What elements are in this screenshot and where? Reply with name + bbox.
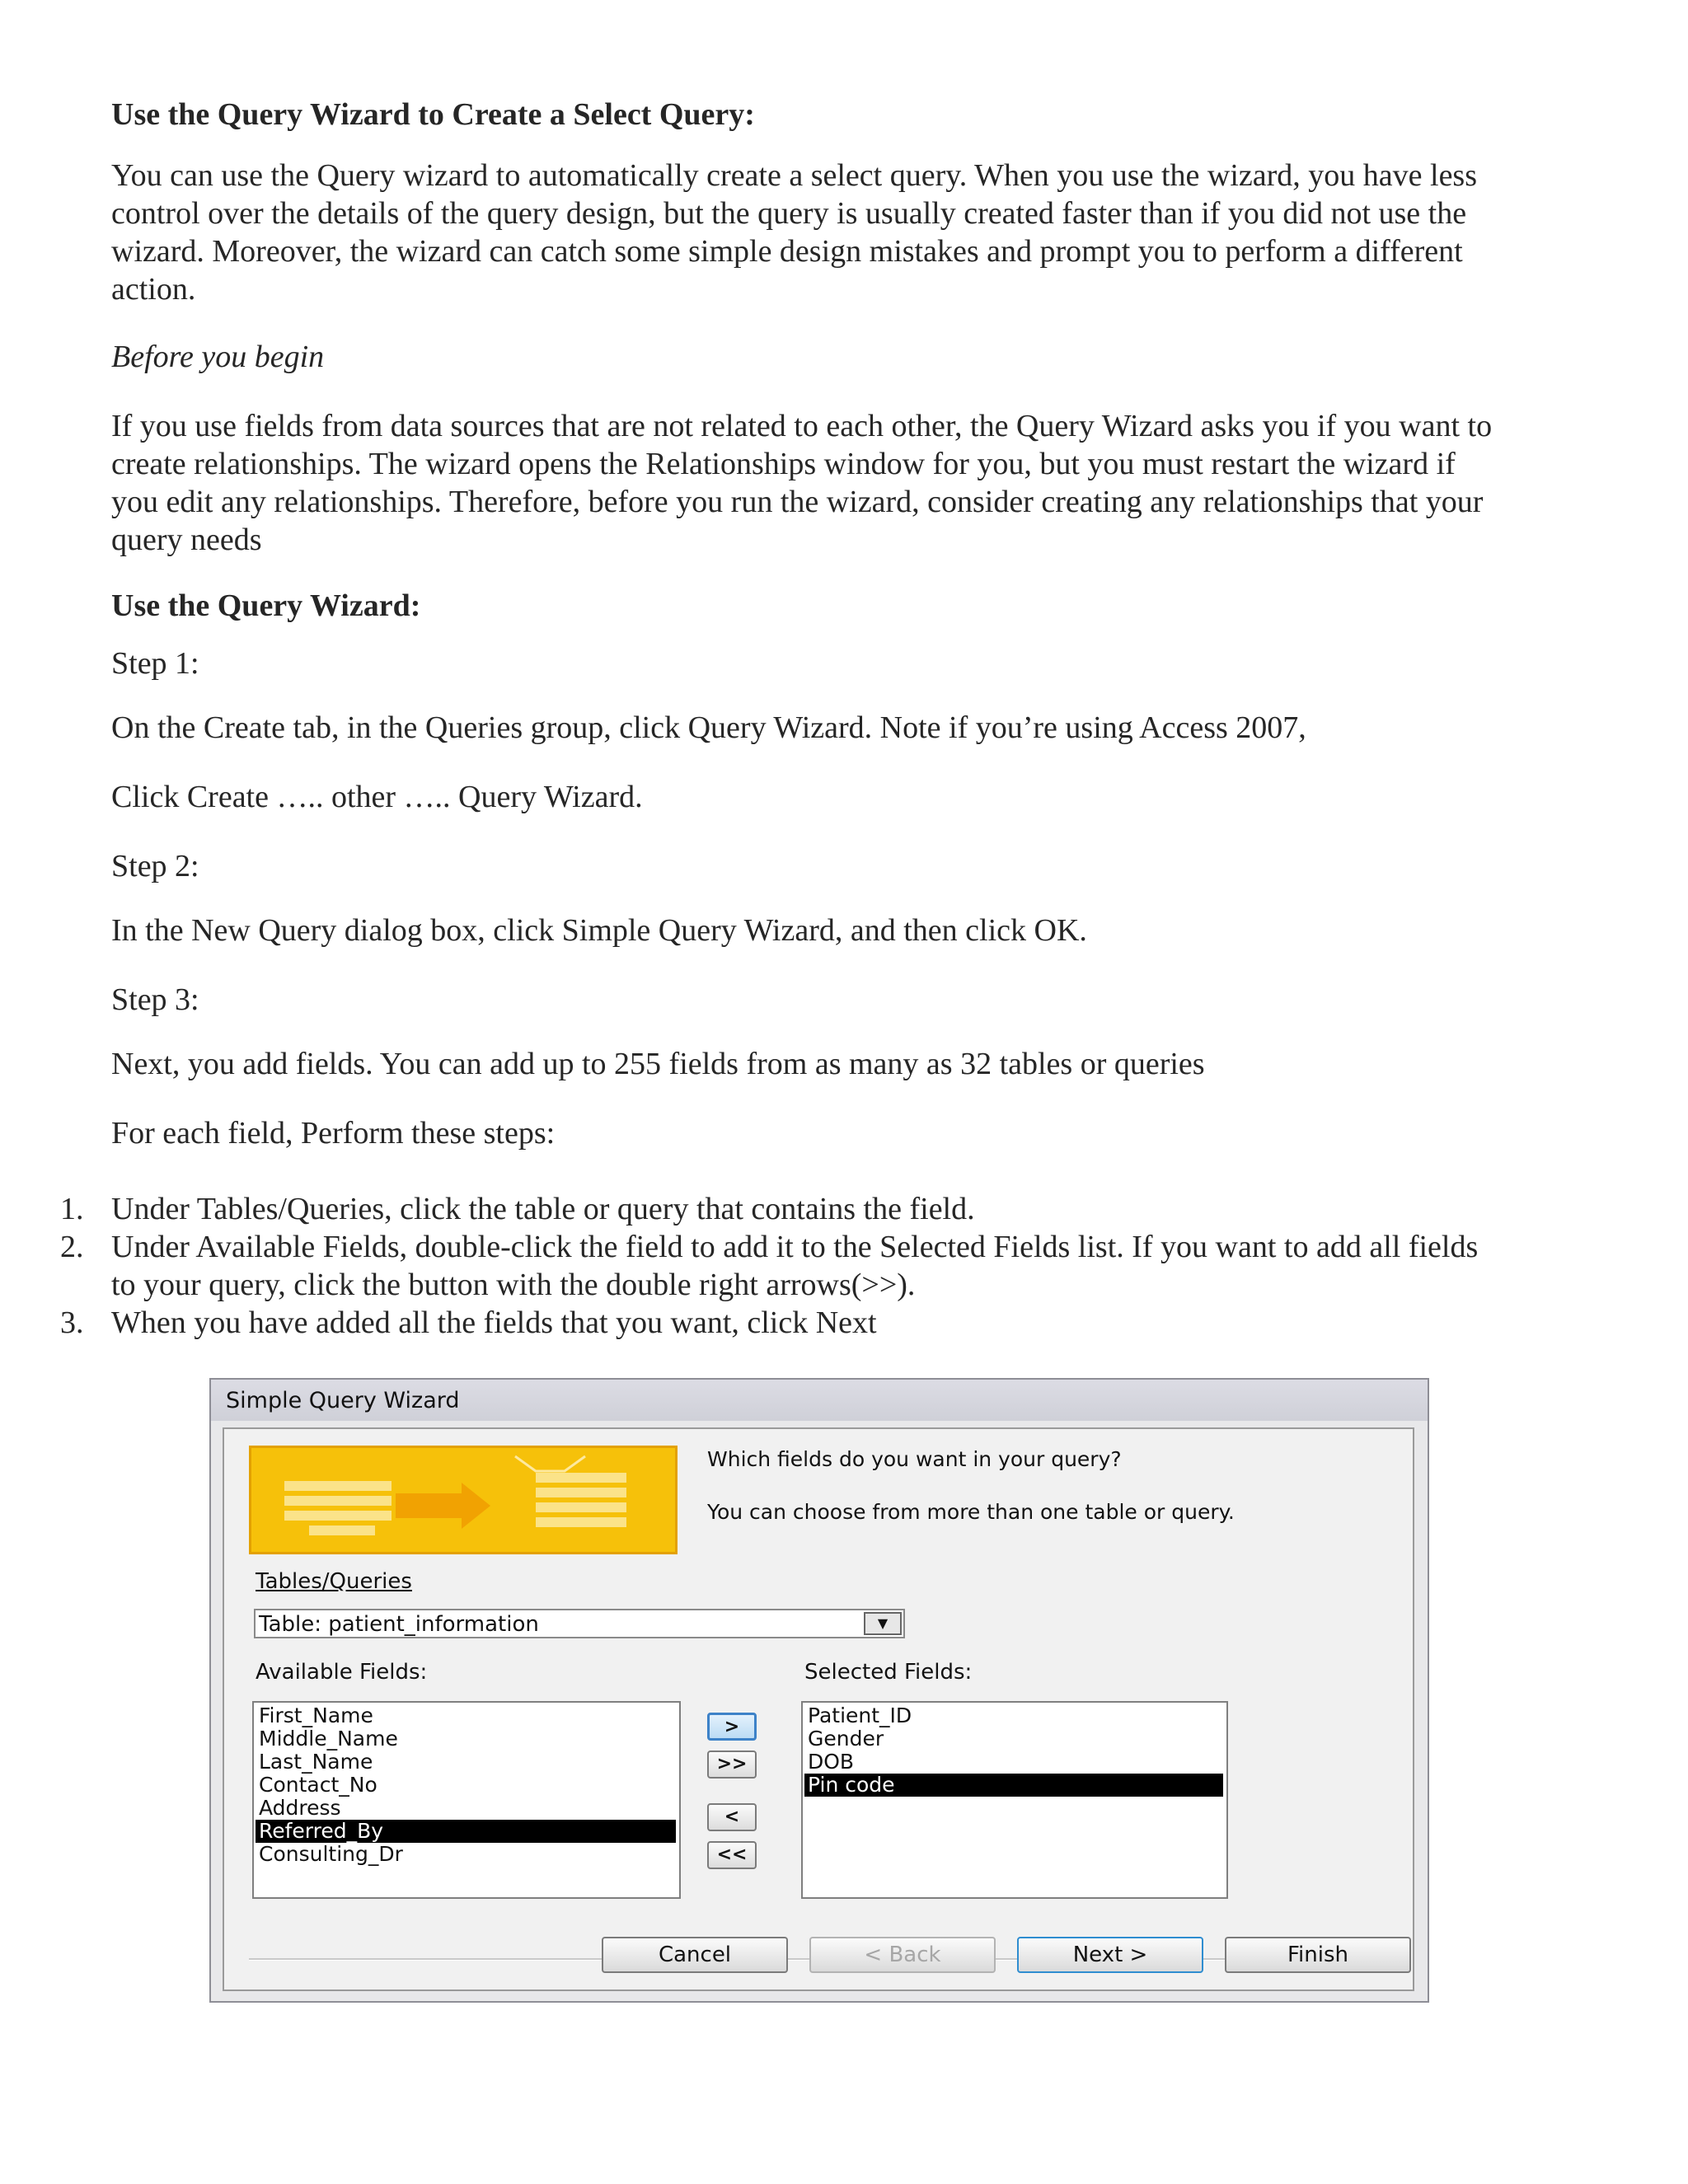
selected-fields-label: Selected Fields: (804, 1660, 973, 1685)
list-number: 3. (60, 1305, 84, 1340)
selected-field-item-selected[interactable]: Pin code (804, 1774, 1223, 1797)
step3-label: Step 3: (111, 982, 199, 1017)
before-you-begin: Before you begin (111, 340, 325, 374)
available-field-item[interactable]: Address (259, 1796, 341, 1820)
available-fields-label: Available Fields: (256, 1660, 428, 1685)
wizard-banner-image (249, 1446, 678, 1554)
relationships-line: create relationships. The wizard opens the Relationships window for you, but you must restart the wizard if (111, 447, 1456, 481)
step3-text: Next, you add fields. You can add up to 255 fields from as many as 32 tables or queries (111, 1047, 1205, 1081)
simple-query-wizard-dialog (209, 1378, 1429, 2003)
list-item: Under Available Fields, double-click the field to add it to the Selected Fields list. If you want to add all fields (111, 1230, 1479, 1264)
selected-fields-list[interactable] (801, 1701, 1228, 1899)
step1-text2: Click Create ….. other ….. Query Wizard. (111, 780, 643, 814)
list-number: 2. (60, 1230, 84, 1264)
next-button[interactable]: Next > (1017, 1937, 1203, 1973)
add-all-fields-button[interactable]: >> (707, 1750, 757, 1779)
list-item-continued: to your query, click the button with the double right arrows(>>). (111, 1268, 916, 1302)
add-field-button[interactable]: > (707, 1713, 757, 1741)
tables-queries-value: Table: patient_information (259, 1612, 539, 1637)
heading-select-query: Use the Query Wizard to Create a Select Query: (111, 97, 755, 132)
question-text: Which fields do you want in your query? (707, 1447, 1122, 1471)
available-field-item[interactable]: Contact_No (259, 1773, 377, 1797)
step2-label: Step 2: (111, 849, 199, 883)
list-item: Under Tables/Queries, click the table or query that contains the field. (111, 1192, 975, 1226)
hint-text: You can choose from more than one table or query. (707, 1500, 1235, 1524)
tables-queries-select[interactable] (254, 1609, 905, 1638)
back-button[interactable]: < Back (809, 1937, 996, 1973)
list-item: When you have added all the fields that you want, click Next (111, 1305, 877, 1340)
relationships-line: you edit any relationships. Therefore, before you run the wizard, consider creating any relationships that your (111, 485, 1484, 519)
tables-queries-label: Tables/Queries (256, 1569, 412, 1594)
remove-field-button[interactable]: < (707, 1803, 757, 1831)
available-field-item[interactable]: Last_Name (259, 1750, 373, 1774)
dialog-titlebar[interactable] (211, 1380, 1428, 1421)
heading-use-wizard: Use the Query Wizard: (111, 588, 421, 623)
intro-line: You can use the Query wizard to automatically create a select query. When you use the wizard, you have less (111, 158, 1478, 193)
selected-field-item[interactable]: DOB (808, 1750, 855, 1774)
selected-field-item[interactable]: Gender (808, 1727, 884, 1750)
available-field-item[interactable]: Consulting_Dr (259, 1842, 403, 1866)
list-number: 1. (60, 1192, 84, 1226)
relationships-line: If you use fields from data sources that are not related to each other, the Query Wizard asks you if you want to (111, 409, 1493, 443)
step2-text: In the New Query dialog box, click Simple Query Wizard, and then click OK. (111, 913, 1087, 948)
step3-text2: For each field, Perform these steps: (111, 1116, 556, 1151)
available-field-item[interactable]: Middle_Name (259, 1727, 398, 1750)
cancel-button[interactable]: Cancel (602, 1937, 788, 1973)
selected-field-item[interactable]: Patient_ID (808, 1704, 912, 1727)
finish-button[interactable]: Finish (1225, 1937, 1411, 1973)
step1-text: On the Create tab, in the Queries group, click Query Wizard. Note if you’re using Access 2007, (111, 710, 1306, 745)
dropdown-arrow-icon[interactable]: ▼ (864, 1612, 902, 1635)
available-field-item-selected[interactable]: Referred_By (256, 1820, 676, 1843)
dialog-body (223, 1427, 1414, 1991)
dialog-title: Simple Query Wizard (226, 1388, 460, 1413)
intro-line: control over the details of the query design, but the query is usually created faster than if you did not use the (111, 196, 1467, 231)
remove-all-fields-button[interactable]: << (707, 1841, 757, 1869)
intro-line: action. (111, 272, 196, 307)
intro-line: wizard. Moreover, the wizard can catch some simple design mistakes and prompt you to perform a different (111, 234, 1463, 269)
step1-label: Step 1: (111, 646, 199, 681)
available-fields-list[interactable] (252, 1701, 681, 1899)
relationships-line: query needs (111, 523, 262, 557)
available-field-item[interactable]: First_Name (259, 1704, 373, 1727)
